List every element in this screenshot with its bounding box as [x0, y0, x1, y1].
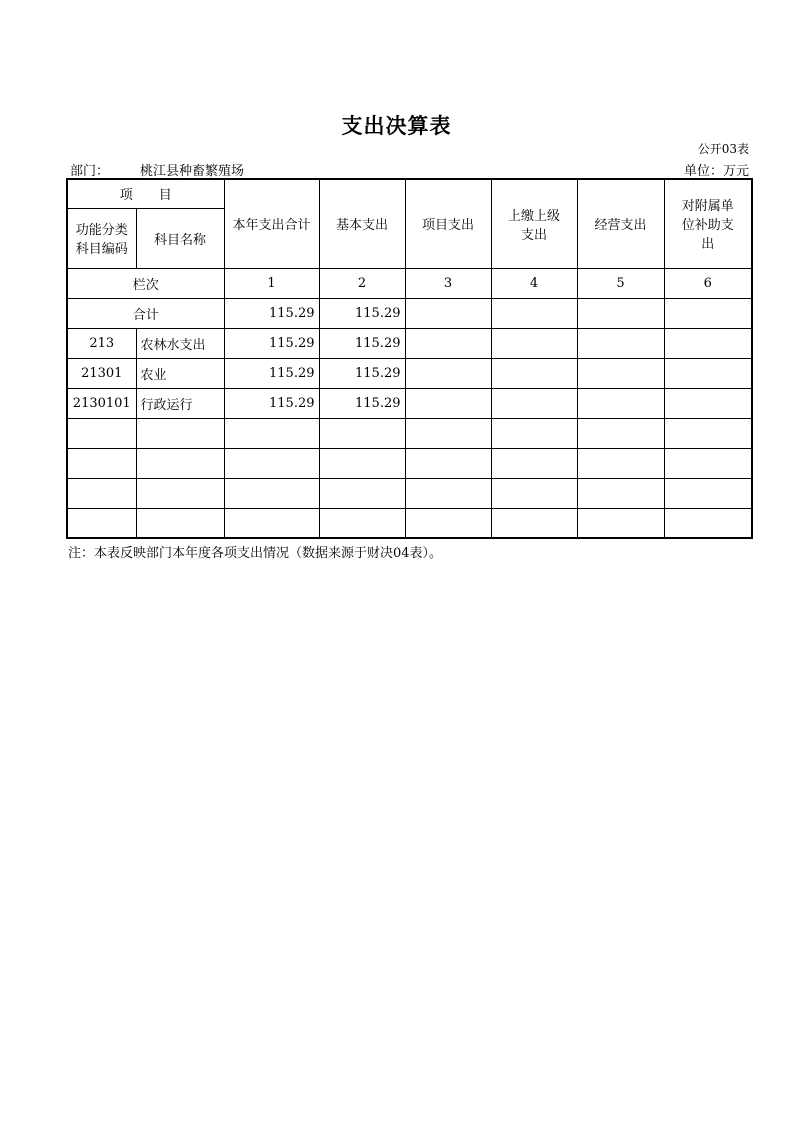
column-index-label: 栏次 [67, 268, 224, 298]
column-index: 3 [405, 268, 491, 298]
name-cell: 农业 [136, 358, 224, 388]
total-row [67, 298, 752, 328]
page-title: 支出决算表 [341, 113, 452, 138]
table-row [67, 358, 752, 388]
empty-row [67, 448, 752, 478]
form-number: 公开03表 [697, 142, 749, 156]
code-cell: 21301 [67, 358, 136, 388]
column-index: 1 [224, 268, 319, 298]
header-item: 项 目 [67, 179, 224, 208]
basic-cell: 115.29 [319, 358, 405, 388]
header-func-code: 功能分类科目编码 [67, 208, 136, 268]
total-cell: 115.29 [224, 328, 319, 358]
header-subsidy: 对附属单位补助支出 [664, 179, 752, 268]
column-index: 2 [319, 268, 405, 298]
department-name: 桃江县种畜繁殖场 [140, 164, 245, 179]
column-index: 6 [664, 268, 752, 298]
code-cell: 213 [67, 328, 136, 358]
empty-row [67, 508, 752, 538]
code-cell: 2130101 [67, 388, 136, 418]
total-cell: 115.29 [224, 298, 319, 328]
name-cell: 农林水支出 [136, 328, 224, 358]
header-project: 项目支出 [405, 179, 491, 268]
name-cell: 行政运行 [136, 388, 224, 418]
empty-row [67, 478, 752, 508]
column-index: 5 [577, 268, 664, 298]
expenditure-table [66, 178, 753, 539]
header-upper: 上缴上级支出 [491, 179, 577, 268]
basic-cell: 115.29 [319, 298, 405, 328]
total-cell: 115.29 [224, 388, 319, 418]
total-cell: 115.29 [224, 358, 319, 388]
header-business: 经营支出 [577, 179, 664, 268]
basic-cell: 115.29 [319, 388, 405, 418]
header-basic: 基本支出 [319, 179, 405, 268]
header-total: 本年支出合计 [224, 179, 319, 268]
table-row [67, 328, 752, 358]
department-label: 部门： [70, 164, 110, 179]
basic-cell: 115.29 [319, 328, 405, 358]
header-subject-name: 科目名称 [136, 208, 224, 268]
unit-label: 单位：万元 [683, 164, 749, 179]
footnote: 注：本表反映部门本年度各项支出情况（数据来源于财决04表）。 [68, 546, 443, 561]
empty-row [67, 418, 752, 448]
table-row [67, 388, 752, 418]
total-label: 合计 [67, 298, 224, 328]
column-index: 4 [491, 268, 577, 298]
